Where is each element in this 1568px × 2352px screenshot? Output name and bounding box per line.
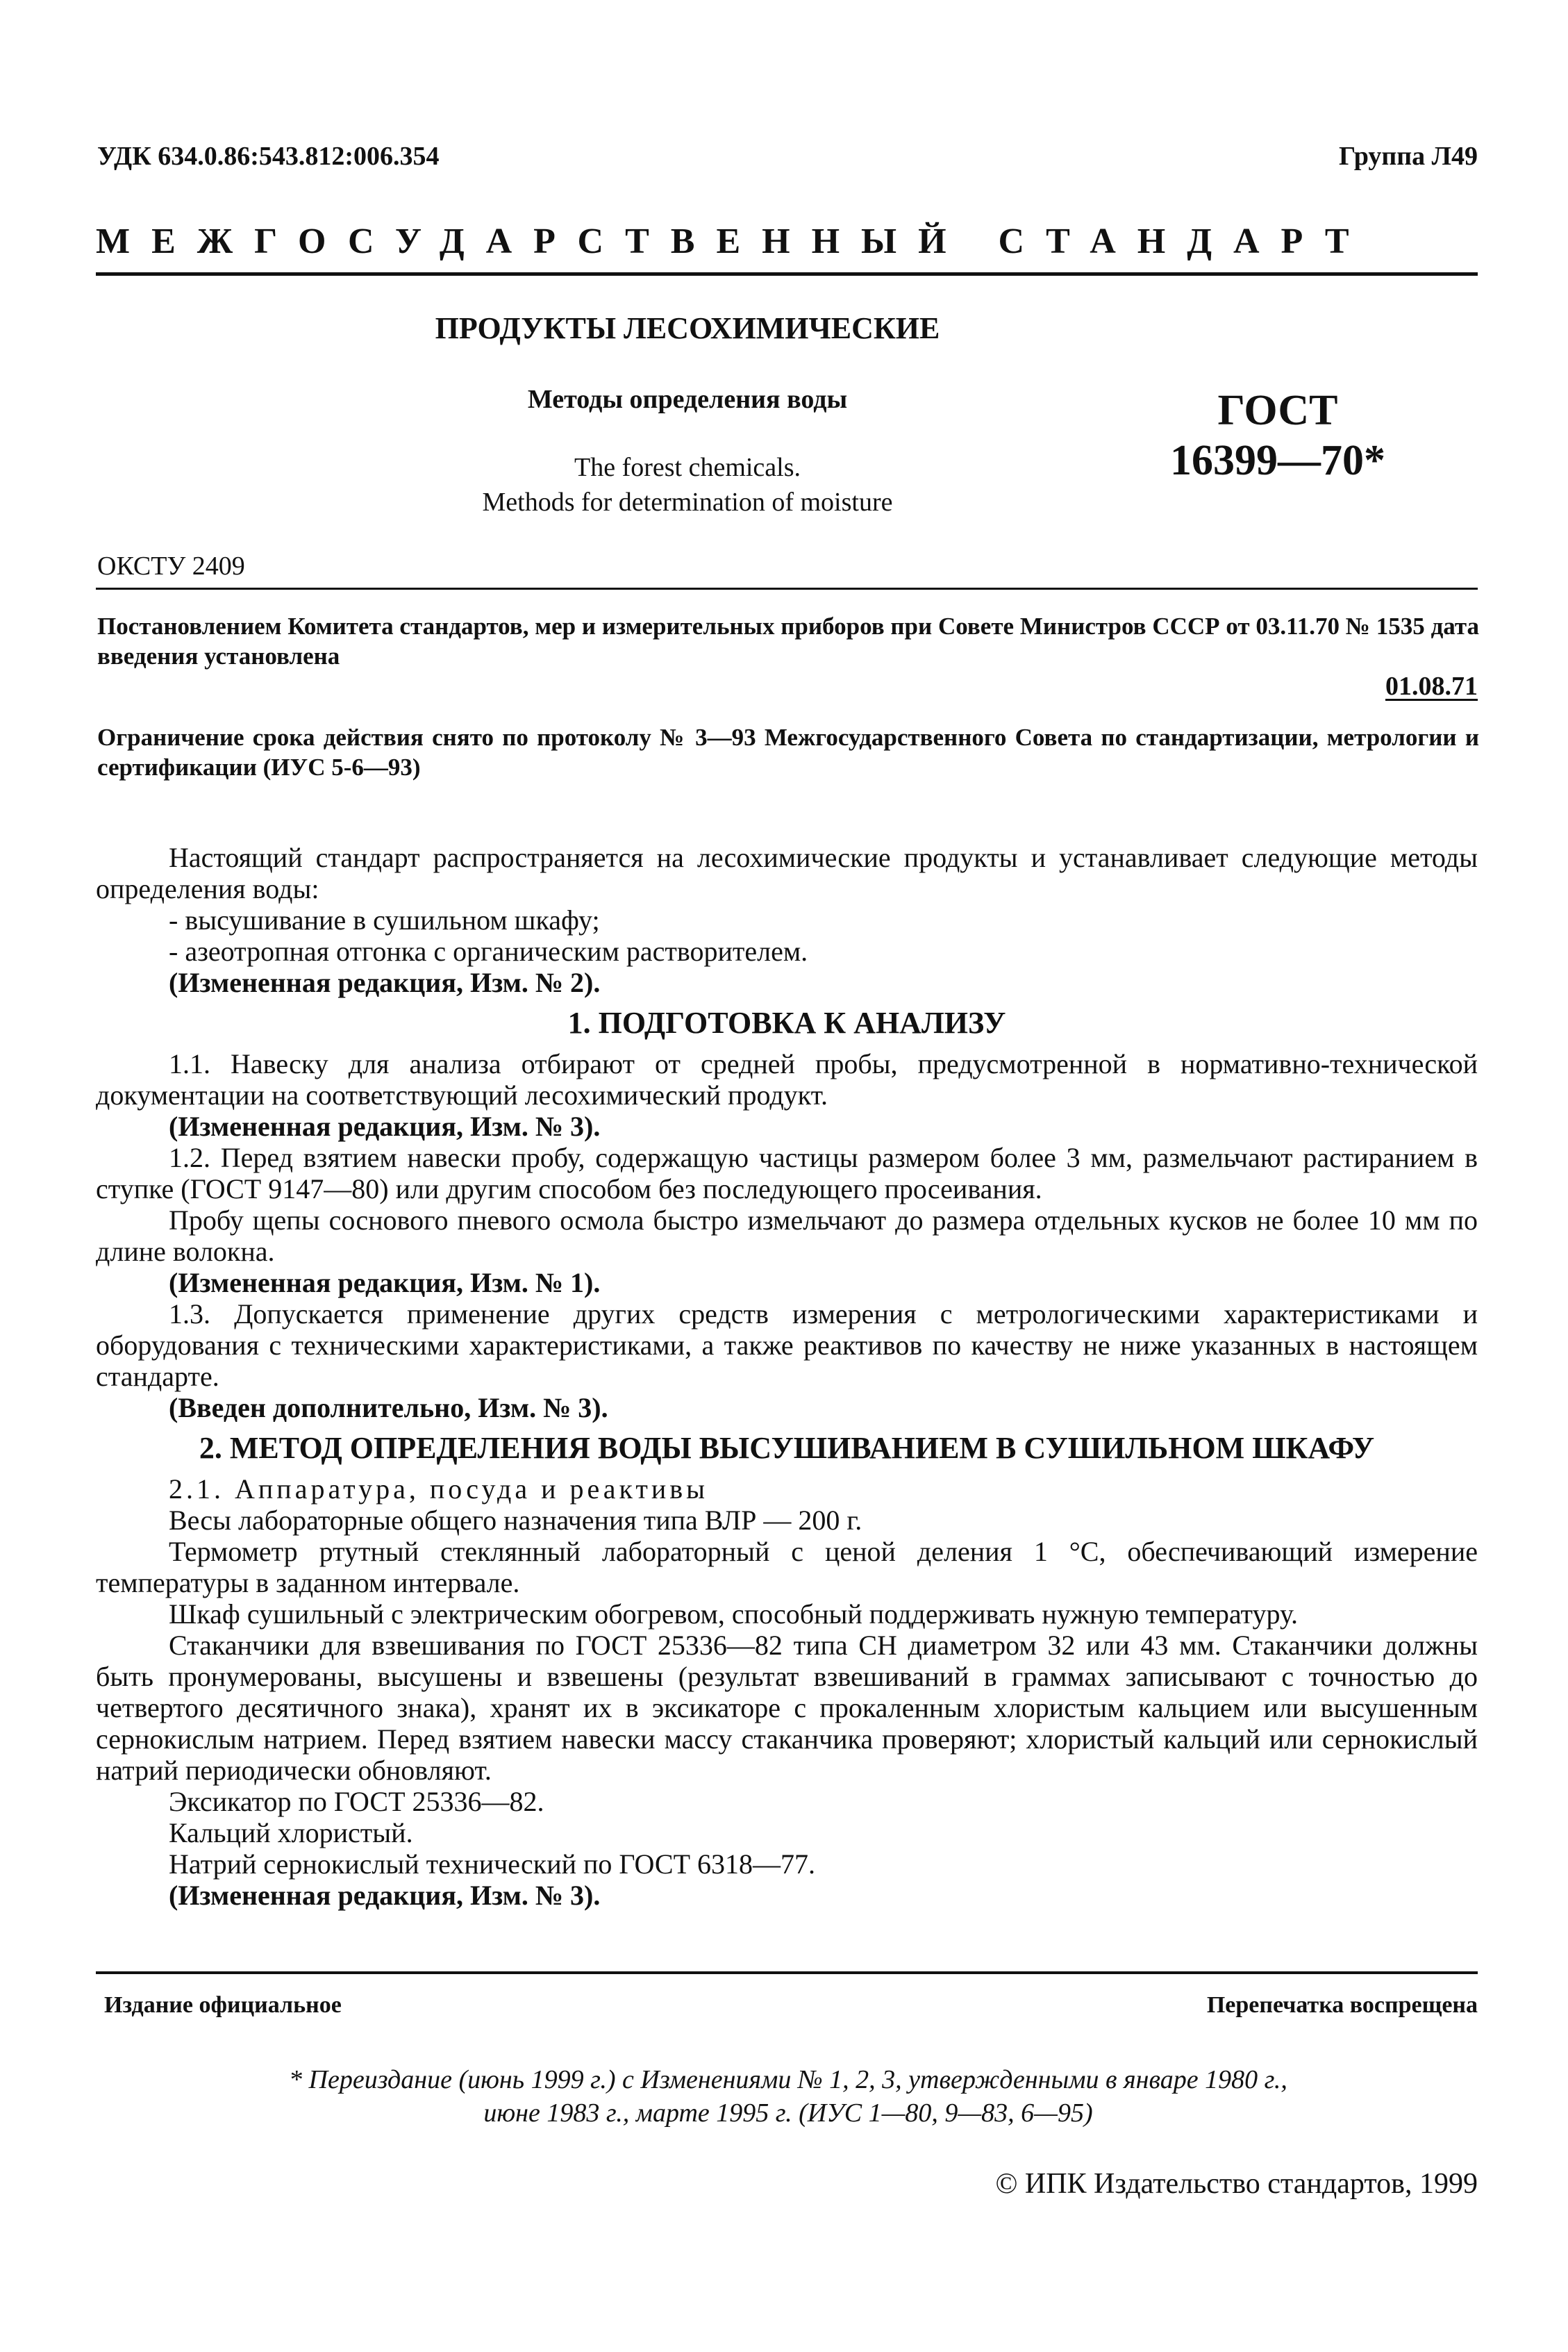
clause-1-2: 1.2. Перед взятием навески пробу, содержащую частицы размером более 3 мм, размельчают растиранием в ступке (ГОСТ 9147—80) или другим способом без последующего просеивания. bbox=[96, 1142, 1478, 1204]
amendment-note: (Измененная редакция, Изм. № 1). bbox=[169, 1267, 601, 1298]
equipment-oven: Шкаф сушильный с электрическим обогревом, способный поддерживать нужную температуру. bbox=[169, 1598, 1298, 1630]
clause-1-2-continued: Пробу щепы соснового пневого осмола быстро измельчают до размера отдельных кусков не более 10 мм по длине волокна. bbox=[96, 1204, 1478, 1267]
reissue-note bbox=[97, 2063, 1479, 2130]
gost-label: ГОСТ bbox=[1217, 387, 1338, 434]
footer-rule bbox=[96, 1971, 1478, 1974]
group-code: Группа Л49 bbox=[1338, 142, 1478, 171]
limitation-text: Ограничение срока действия снято по протоколу № 3—93 Межгосударственного Совета по стандартизации, метрологии и сертификации (ИУС 5-6—93) bbox=[97, 724, 1479, 781]
intro-paragraph: Настоящий стандарт распространяется на лесохимические продукты и устанавливает следующие методы определения воды: bbox=[96, 842, 1478, 904]
amendment-note: (Введен дополнительно, Изм. № 3). bbox=[169, 1392, 608, 1423]
equipment-desiccator: Эксикатор по ГОСТ 25336—82. bbox=[169, 1786, 544, 1817]
equipment-thermometer: Термометр ртутный стеклянный лабораторный с ценой деления 1 °С, обеспечивающий измерение температуры в заданном интервале. bbox=[96, 1536, 1478, 1598]
document-body bbox=[96, 842, 1478, 1911]
section-2-heading: 2. МЕТОД ОПРЕДЕЛЕНИЯ ВОДЫ ВЫСУШИВАНИЕМ В СУШИЛЬНОМ ШКАФУ bbox=[199, 1431, 1375, 1465]
clause-1-1: 1.1. Навеску для анализа отбирают от средней пробы, предусмотренной в нормативно-технической документации на соответствующий лесохимический продукт. bbox=[96, 1048, 1478, 1111]
equipment-cups: Стаканчики для взвешивания по ГОСТ 25336—82 типа СН диаметром 32 или 43 мм. Стаканчики должны быть пронумерованы, высушены и взвешены (результат взвешиваний в граммах записывают с точностью до четвертого десятичного знака), хранят их в эксикаторе с прокаленным хлористым кальцием или высушенным сернокислым натрием. Перед взятием навески массу стаканчика проверяют; хлористый кальций или сернокислый натрий периодически обновляют. bbox=[96, 1630, 1478, 1786]
document-title: ПРОДУКТЫ ЛЕСОХИМИЧЕСКИЕ bbox=[435, 311, 940, 345]
amendment-note: (Измененная редакция, Изм. № 3). bbox=[169, 1111, 601, 1142]
reissue-line1: * Переиздание (июнь 1999 г.) с Изменениями № 1, 2, 3, утвержденными в январе 1980 г., bbox=[289, 2065, 1287, 2094]
reagent-sodium: Натрий сернокислый технический по ГОСТ 6318—77. bbox=[169, 1848, 816, 1880]
okstu-rule bbox=[96, 588, 1478, 590]
decree-date: 01.08.71 bbox=[1385, 672, 1478, 701]
reprint-prohibited: Перепечатка воспрещена bbox=[1206, 1992, 1478, 2018]
english-title-line1: The forest chemicals. bbox=[574, 453, 801, 482]
english-title bbox=[306, 450, 1069, 520]
amendment-note: (Измененная редакция, Изм. № 3). bbox=[169, 1880, 601, 1911]
udk-code: УДК 634.0.86:543.812:006.354 bbox=[97, 142, 440, 171]
intro-list-item: - азеотропная отгонка с органическим растворителем. bbox=[169, 936, 808, 967]
gost-designation bbox=[1146, 386, 1410, 486]
reissue-line2: июне 1983 г., марте 1995 г. (ИУС 1—80, 9—83, 6—95) bbox=[483, 2098, 1093, 2128]
copyright: © ИПК Издательство стандартов, 1999 bbox=[995, 2168, 1478, 2200]
equipment-scales: Весы лабораторные общего назначения типа ВЛР — 200 г. bbox=[169, 1505, 862, 1536]
clause-1-3: 1.3. Допускается применение других средств измерения с метрологическими характеристиками и оборудования с техническими характеристиками, а также реактивов по качеству не ниже указанных в настоящем стандарте. bbox=[96, 1298, 1478, 1392]
banner-rule bbox=[96, 272, 1478, 276]
standard-banner: МЕЖГОСУДАРСТВЕННЫЙ СТАНДАРТ bbox=[96, 222, 1371, 261]
reagent-calcium: Кальций хлористый. bbox=[169, 1817, 413, 1848]
gost-number: 16399—70* bbox=[1170, 437, 1385, 484]
decree-text: Постановлением Комитета стандартов, мер и измерительных приборов при Совете Министров СССР от 03.11.70 № 1535 дата введения установлена bbox=[97, 613, 1479, 670]
section-1-heading: 1. ПОДГОТОВКА К АНАЛИЗУ bbox=[567, 1006, 1006, 1040]
amendment-note: (Измененная редакция, Изм. № 2). bbox=[169, 967, 601, 998]
english-title-line2: Methods for determination of moisture bbox=[482, 488, 893, 517]
clause-2-1: 2.1. Аппаратура, посуда и реактивы bbox=[169, 1473, 709, 1505]
intro-list-item: - высушивание в сушильном шкафу; bbox=[169, 904, 600, 936]
okstu-code: ОКСТУ 2409 bbox=[97, 552, 245, 581]
document-subtitle: Методы определения воды bbox=[527, 385, 848, 414]
official-edition: Издание официальное bbox=[104, 1992, 342, 2018]
